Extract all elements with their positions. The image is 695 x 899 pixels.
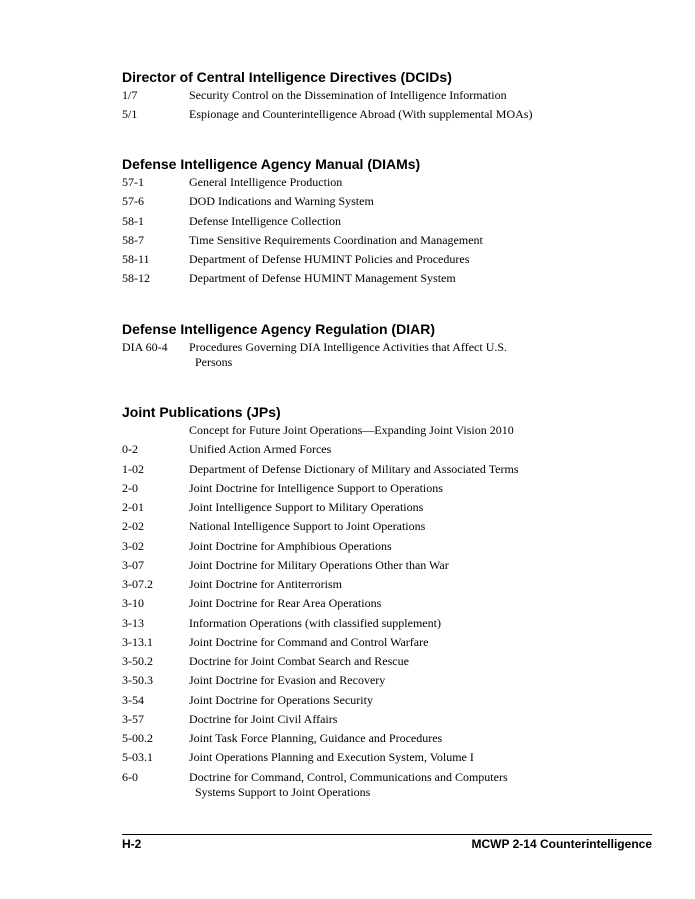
item-title: Doctrine for Joint Civil Affairs — [189, 711, 338, 726]
item-number: 58-12 — [122, 271, 150, 286]
list-item — [122, 423, 582, 442]
section-diams — [122, 155, 582, 291]
item-title: General Intelligence Production — [189, 175, 343, 189]
list-item — [122, 214, 582, 233]
list-item — [122, 233, 582, 252]
item-number: 3-07.2 — [122, 577, 153, 591]
item-number: 5-00.2 — [122, 731, 153, 745]
item-number: 3-50.3 — [122, 673, 153, 688]
item-number: 0-2 — [122, 442, 138, 457]
list-item — [122, 558, 582, 577]
item-title: Joint Task Force Planning, Guidance and Procedures — [189, 731, 443, 745]
list-item — [122, 462, 582, 481]
item-title: Joint Intelligence Support to Military Operations — [189, 500, 424, 514]
item-title: Joint Doctrine for Intelligence Support to Operations — [189, 480, 443, 495]
list-item — [122, 635, 582, 654]
list-item — [122, 731, 582, 750]
item-title: Security Control on the Dissemination of Intelligence Information — [189, 88, 507, 102]
footer-rule — [122, 834, 652, 835]
list-item — [122, 654, 582, 673]
list-item — [122, 88, 582, 107]
item-number: 5/1 — [122, 107, 138, 122]
item-title: National Intelligence Support to Joint Operations — [189, 519, 426, 534]
item-number: 58-1 — [122, 213, 144, 228]
item-title: Department of Defense Dictionary of Military and Associated Terms — [189, 461, 519, 476]
item-title: Joint Doctrine for Rear Area Operations — [189, 596, 382, 611]
item-number: 2-02 — [122, 519, 144, 534]
item-number: 3-50.2 — [122, 654, 153, 668]
section-heading: Defense Intelligence Agency Manual (DIAMs) — [122, 156, 421, 172]
item-number: 58-11 — [122, 252, 150, 266]
list-item — [122, 616, 582, 635]
list-item — [122, 271, 582, 290]
item-title: Concept for Future Joint Operations—Expanding Joint Vision 2010 — [189, 423, 514, 437]
page-number: H-2 — [122, 837, 142, 851]
item-number: DIA 60-4 — [122, 340, 168, 354]
item-title: Joint Doctrine for Amphibious Operations — [189, 538, 392, 553]
list-item — [122, 693, 582, 712]
list-item — [122, 770, 582, 802]
list-item — [122, 442, 582, 461]
publication-title: MCWP 2-14 Counterintelligence — [471, 837, 652, 851]
item-title: Unified Action Armed Forces — [189, 442, 332, 457]
item-title: DOD Indications and Warning System — [189, 194, 374, 209]
item-number: 1/7 — [122, 88, 138, 102]
item-title: Time Sensitive Requirements Coordination and Management — [189, 232, 483, 247]
list-item — [122, 175, 582, 194]
item-title: Information Operations (with classified supplement) — [189, 615, 441, 630]
item-number: 57-6 — [122, 194, 144, 209]
list-item — [122, 481, 582, 500]
list-item — [122, 539, 582, 558]
item-number: 3-07 — [122, 557, 144, 572]
item-number: 3-10 — [122, 596, 144, 611]
item-number: 3-02 — [122, 538, 144, 553]
section-jps — [122, 403, 582, 802]
list-item — [122, 673, 582, 692]
item-number: 2-0 — [122, 480, 138, 495]
section-heading: Defense Intelligence Agency Regulation (DIAR) — [122, 321, 435, 337]
item-title: Espionage and Counterintelligence Abroad (With supplemental MOAs) — [189, 107, 533, 122]
item-number: 5-03.1 — [122, 750, 153, 765]
section-dcids — [122, 68, 582, 127]
item-title: Doctrine for Command, Control, Communications and Computers Systems Support to Joint Operations — [189, 769, 508, 799]
item-title: Defense Intelligence Collection — [189, 213, 341, 228]
item-title: Department of Defense HUMINT Policies and Procedures — [189, 252, 470, 266]
item-title: Joint Doctrine for Operations Security — [189, 692, 373, 707]
item-number: 2-01 — [122, 500, 144, 514]
item-number: 57-1 — [122, 175, 144, 189]
list-item — [122, 596, 582, 615]
list-item — [122, 252, 582, 271]
list-item — [122, 519, 582, 538]
section-heading: Joint Publications (JPs) — [122, 404, 281, 420]
item-number: 3-54 — [122, 692, 144, 707]
item-title: Doctrine for Joint Combat Search and Rescue — [189, 654, 409, 668]
item-number: 3-13.1 — [122, 634, 153, 649]
list-item — [122, 107, 582, 126]
item-number: 1-02 — [122, 461, 144, 476]
item-number: 58-7 — [122, 232, 144, 247]
list-item — [122, 712, 582, 731]
list-item — [122, 577, 582, 596]
item-title: Department of Defense HUMINT Management System — [189, 271, 456, 286]
item-title: Joint Doctrine for Command and Control Warfare — [189, 634, 429, 649]
item-title: Joint Operations Planning and Execution System, Volume I — [189, 750, 474, 765]
list-item — [122, 194, 582, 213]
item-title: Joint Doctrine for Military Operations Other than War — [189, 557, 449, 572]
item-number: 3-57 — [122, 711, 144, 726]
list-item — [122, 750, 582, 769]
section-diar — [122, 320, 582, 372]
list-item — [122, 340, 582, 372]
list-item — [122, 500, 582, 519]
item-number: 6-0 — [122, 769, 138, 784]
item-number: 3-13 — [122, 615, 144, 630]
section-heading: Director of Central Intelligence Directives (DCIDs) — [122, 69, 452, 85]
item-title: Procedures Governing DIA Intelligence Activities that Affect U.S. Persons — [189, 340, 508, 369]
item-title: Joint Doctrine for Evasion and Recovery — [189, 673, 386, 688]
item-title: Joint Doctrine for Antiterrorism — [189, 577, 342, 591]
